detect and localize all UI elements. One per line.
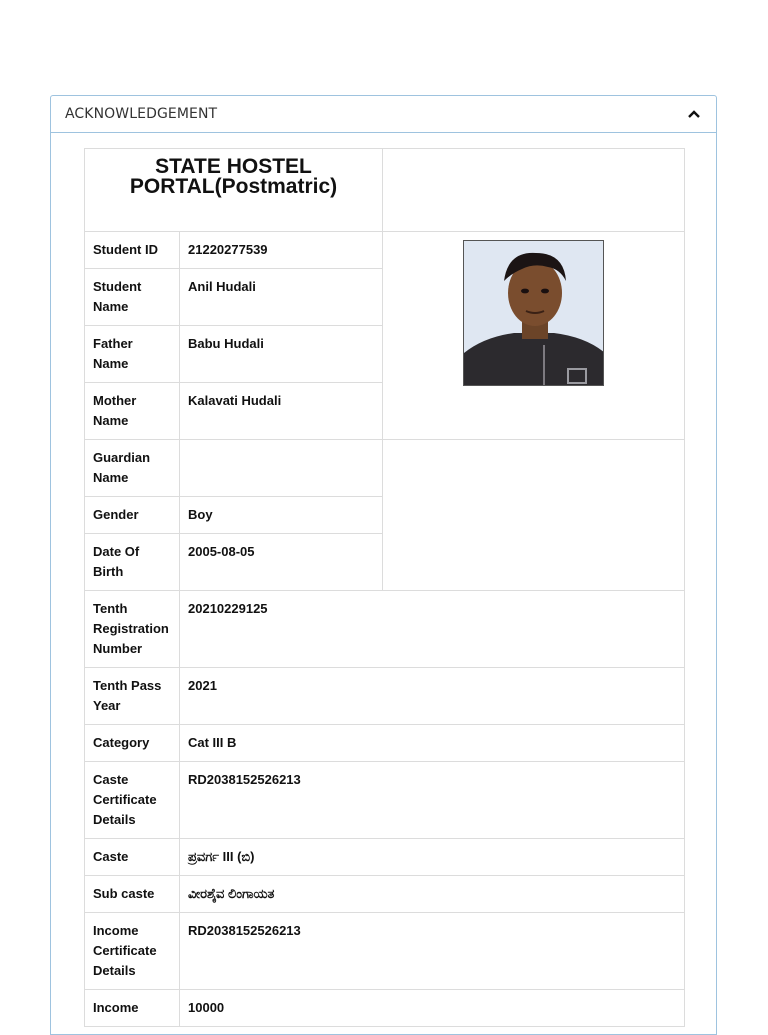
row-label: Category [85,725,180,762]
row-value: Babu Hudali [180,326,383,383]
row-value: RD2038152526213 [180,762,685,839]
student-photo [463,240,604,386]
table-row [85,762,685,839]
row-label: Guardian Name [85,440,180,497]
row-value: 2005-08-05 [180,534,383,591]
row-label: Caste Certificate Details [85,762,180,839]
row-label: Student ID [85,232,180,269]
table-row [85,839,685,876]
chevron-up-icon[interactable] [686,106,702,122]
row-label: Caste [85,839,180,876]
table-row [85,913,685,990]
row-label: Income Certificate Details [85,913,180,990]
table-row [85,232,685,269]
row-label: Gender [85,497,180,534]
table-row [85,725,685,762]
table-row [85,591,685,668]
row-value: 10000 [180,990,685,1027]
portal-title-line1: STATE HOSTEL [155,155,312,178]
portal-title-line2: PORTAL(Postmatric) [129,175,338,198]
acknowledgement-table [84,148,685,1027]
row-label: Date Of Birth [85,534,180,591]
row-label: Tenth Pass Year [85,668,180,725]
row-label: Father Name [85,326,180,383]
portal-title [85,149,383,232]
photo-cell [383,232,685,440]
blank-side-cell [383,440,685,591]
row-value: RD2038152526213 [180,913,685,990]
row-value: 2021 [180,668,685,725]
header-empty-cell [383,149,685,232]
table-row [85,440,685,497]
row-label: Mother Name [85,383,180,440]
row-value: Boy [180,497,383,534]
table-row [85,990,685,1027]
row-label: Income [85,990,180,1027]
row-label: Sub caste [85,876,180,913]
row-value [180,440,383,497]
table-row [85,149,685,232]
row-value: Kalavati Hudali [180,383,383,440]
row-value: 20210229125 [180,591,685,668]
row-value: Cat III B [180,725,685,762]
row-label: Student Name [85,269,180,326]
row-value: 21220277539 [180,232,383,269]
row-label: Tenth Registration Number [85,591,180,668]
panel-title: ACKNOWLEDGEMENT [65,106,218,122]
panel-header[interactable] [51,96,716,133]
row-value: Anil Hudali [180,269,383,326]
row-value: ವೀರಶೈವ ಲಿಂಗಾಯತ [180,876,685,913]
table-row [85,876,685,913]
row-value: ಪ್ರವರ್ಗ III (ಬಿ) [180,839,685,876]
table-row [85,668,685,725]
